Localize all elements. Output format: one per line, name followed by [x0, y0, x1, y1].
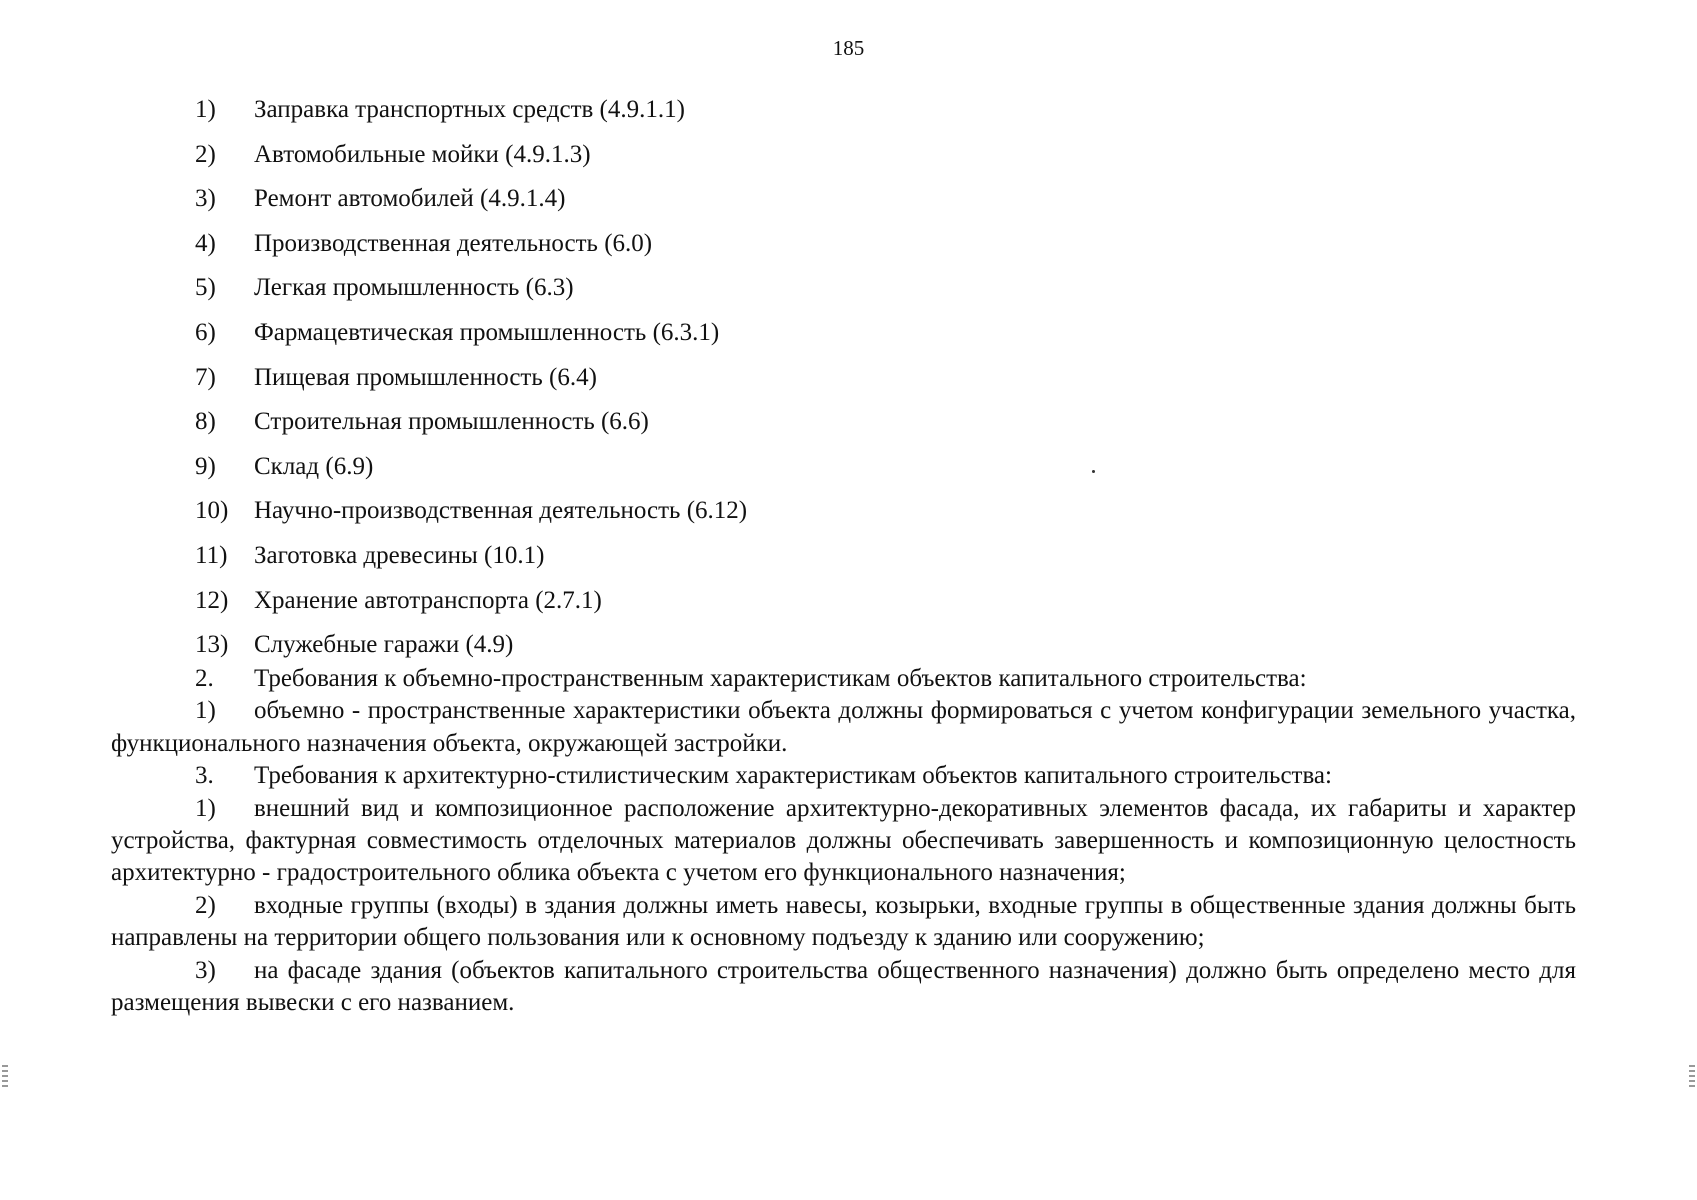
list-item-number: 2): [195, 140, 216, 168]
list-item: [195, 538, 747, 583]
paragraph: [111, 695, 1576, 760]
list-item-text: Склад (6.9): [254, 452, 374, 480]
paragraph-number: 1): [195, 794, 216, 822]
list-item-text: Заготовка древесины (10.1): [254, 541, 545, 569]
list-item: [195, 360, 747, 405]
list-item: [195, 270, 747, 315]
list-item: [195, 315, 747, 360]
list-item-text: Заправка транспортных средств (4.9.1.1): [254, 96, 685, 123]
list-item: [195, 449, 747, 494]
list-item: [195, 404, 747, 449]
list-item: [195, 92, 747, 137]
paragraph: [111, 793, 1576, 890]
scan-edge-mark-right: [1689, 1065, 1695, 1089]
list-item-number: 6): [195, 318, 216, 346]
scan-edge-mark-left: [2, 1065, 8, 1089]
paragraph-number: 1): [195, 697, 216, 725]
list-item-number: 8): [195, 408, 216, 436]
list-item-number: 13): [195, 631, 229, 659]
stray-dot: [1092, 470, 1095, 473]
paragraph-text: входные группы (входы) в здания должны иметь навесы, козырьки, входные группы в общественные здания должны быть направлены на территории общего пользования или к основному подъезду к зданию или сооружению;: [111, 891, 1576, 952]
list-item-text: Ремонт автомобилей (4.9.1.4): [254, 185, 566, 213]
paragraph-text: Требования к объемно-пространственным характеристикам объектов капитального строительства:: [254, 665, 1307, 692]
page-number: 185: [832, 36, 865, 60]
land-use-list: [195, 92, 747, 672]
list-item: [195, 493, 747, 538]
paragraph-number: 3): [195, 956, 216, 984]
paragraph: [111, 955, 1576, 1020]
list-item-text: Строительная промышленность (6.6): [254, 408, 649, 436]
list-item: [195, 137, 747, 182]
requirements-section: [111, 663, 1576, 1019]
section-heading: [111, 760, 1576, 792]
list-item-text: Пищевая промышленность (6.4): [254, 363, 597, 391]
list-item-number: 1): [195, 96, 216, 123]
paragraph-text: Требования к архитектурно-стилистическим характеристикам объектов капитального строительства:: [254, 762, 1332, 790]
list-item-text: Автомобильные мойки (4.9.1.3): [254, 140, 591, 168]
list-item-number: 4): [195, 229, 216, 257]
list-item-number: 9): [195, 452, 216, 480]
paragraph-number: 3.: [195, 762, 214, 790]
list-item-text: Хранение автотранспорта (2.7.1): [254, 586, 602, 614]
list-item-text: Легкая промышленность (6.3): [254, 274, 574, 302]
list-item-text: Фармацевтическая промышленность (6.3.1): [254, 318, 720, 346]
paragraph-text: объемно - пространственные характеристики объекта должны формироваться с учетом конфигурации земельного участка, функционального назначения объекта, окружающей застройки.: [111, 697, 1576, 757]
list-item: [195, 583, 747, 628]
list-item-number: 12): [195, 586, 229, 614]
paragraph: [111, 890, 1576, 955]
list-item-number: 7): [195, 363, 216, 391]
section-heading: [111, 663, 1576, 695]
list-item: [195, 226, 747, 271]
list-item-number: 3): [195, 185, 216, 213]
list-item-number: 5): [195, 274, 216, 302]
paragraph-number: 2): [195, 891, 216, 919]
list-item-number: 11): [195, 541, 228, 569]
paragraph-number: 2.: [195, 665, 214, 692]
paragraph-text: на фасаде здания (объектов капитального строительства общественного назначения) должно быть определено место для размещения вывески с его названием.: [111, 956, 1576, 1017]
list-item-text: Служебные гаражи (4.9): [254, 631, 514, 659]
list-item-number: 10): [195, 497, 229, 525]
paragraph-text: внешний вид и композиционное расположение архитектурно-декоративных элементов фасада, их габариты и характер устройства, фактурная совместимость отделочных материалов должны обеспечивать завершенность и композиционную целостность архитектурно - градостроительного облика объекта с учетом его функционального назначения;: [111, 794, 1576, 887]
list-item: [195, 181, 747, 226]
list-item-text: Производственная деятельность (6.0): [254, 229, 653, 257]
list-item-text: Научно-производственная деятельность (6.12): [254, 497, 748, 525]
